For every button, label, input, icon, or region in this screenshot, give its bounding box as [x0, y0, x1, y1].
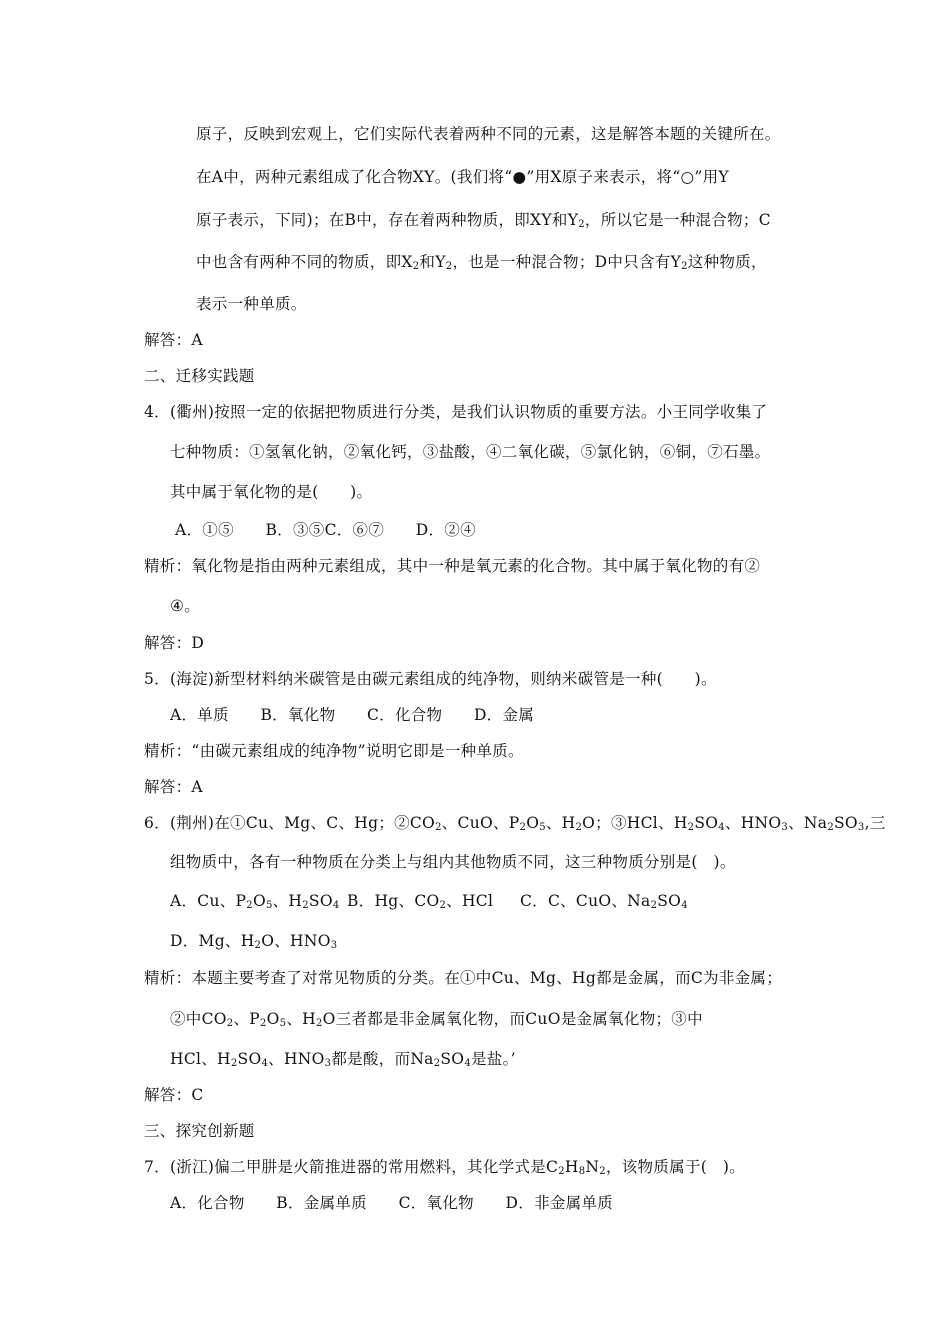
q6-option-b: B．Hg、$CO_2$、HCl — [347, 892, 494, 911]
intro-answer: 解答：A — [144, 331, 203, 349]
q7-options: A．化合物 B．金属单质 C．氧化物 D．非金属单质 — [170, 1194, 614, 1212]
q6-analysis-line-1: 精析：本题主要考查了对常见物质的分类。在①中Cu、Mg、Hg都是金属，而C为非金属； — [144, 969, 783, 987]
q6-option-d: D．Mg、$H_2O$、$HNO_3$ — [170, 932, 338, 951]
q6-option-c: C．C、CuO、$Na_2SO_4$ — [520, 892, 688, 911]
intro-line-3: 原子表示，下同)；在B中，存在着两种物质，即XY和$Y_2$，所以它是一种混合物；C — [196, 211, 771, 230]
q7-stem: 7．(浙江)偏二甲肼是火箭推进器的常用燃料，其化学式是$C_2H_8N_2$，该物质属于( )。 — [144, 1158, 746, 1177]
q6-answer: 解答：C — [144, 1086, 204, 1104]
q4-analysis-line-2: ④。 — [170, 597, 200, 615]
q6-stem-line-1: 6．(荆州)在①Cu、Mg、C、Hg；$②CO_2$、CuO、$P_2O_5$、$H_2O$；③HCl、$H_2SO_4$、$HNO_3$、$Na_2SO_3$,三 — [144, 814, 886, 833]
intro-line-2: 在A中，两种元素组成了化合物XY。(我们将“●”用X原子来表示，将“○”用Y — [196, 168, 729, 186]
q6-option-a: A．Cu、$P_2O_5$、$H_2SO_4$ — [170, 892, 340, 911]
q6-analysis-line-3: HCl、$H_2SO_4$、$HNO_3$都是酸，而$Na_2SO_4$是盐。’ — [170, 1050, 516, 1069]
q4-stem-line-3: 其中属于氧化物的是( )。 — [170, 483, 373, 501]
intro-line-1: 原子，反映到宏观上，它们实际代表着两种不同的元素，这是解答本题的关键所在。 — [196, 125, 781, 143]
section-2-heading: 二、迁移实践题 — [144, 367, 255, 385]
q4-answer: 解答：D — [144, 634, 205, 652]
intro-line-5: 表示一种单质。 — [196, 295, 307, 313]
q4-analysis-line-1: 精析：氧化物是指由两种元素组成，其中一种是氧元素的化合物。其中属于氧化物的有② — [144, 557, 761, 575]
intro-line-4: 中也含有两种不同的物质，即$X_2$和$Y_2$，也是一种混合物；D中只含有$Y_2$这种物质， — [196, 253, 767, 272]
q5-answer: 解答：A — [144, 778, 203, 796]
q6-analysis-line-2: ②中$CO_2$、$P_2O_5$、$H_2O$三者都是非金属氧化物，而CuO是金属氧化物；③中 — [170, 1010, 703, 1029]
q6-stem-line-2: 组物质中，各有一种物质在分类上与组内其他物质不同，这三种物质分别是( )。 — [170, 853, 736, 871]
q5-options: A．单质 B．氧化物 C．化合物 D．金属 — [170, 706, 535, 724]
q5-stem: 5．(海淀)新型材料纳米碳管是由碳元素组成的纯净物，则纳米碳管是一种( )。 — [144, 670, 717, 688]
q4-stem-line-1: 4．(衢州)按照一定的依据把物质进行分类，是我们认识物质的重要方法。小王同学收集了 — [144, 403, 768, 421]
q4-options: A．①⑤ B．③⑤C．⑥⑦ D．②④ — [175, 521, 476, 539]
q4-stem-line-2: 七种物质：①氢氧化钠，②氧化钙，③盐酸，④二氧化碳，⑤氯化钠，⑥铜，⑦石墨。 — [170, 443, 771, 461]
section-3-heading: 三、探究创新题 — [144, 1122, 255, 1140]
q5-analysis: 精析：“由碳元素组成的纯净物”说明它即是一种单质。 — [144, 742, 524, 760]
